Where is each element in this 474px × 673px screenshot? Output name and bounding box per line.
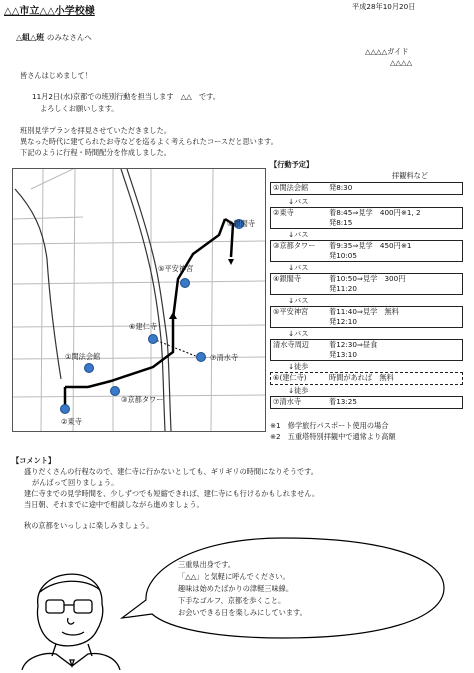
- comment-line: がんばって回りましょう。: [32, 478, 119, 487]
- stop-name: ②東寺: [273, 208, 294, 217]
- map-drawing: [13, 169, 265, 431]
- stop-time: 着11:40⇒見学 無料: [329, 307, 399, 316]
- stop-time: 着10:50⇒見学 300円: [329, 274, 406, 283]
- guide-portrait: [16, 548, 126, 670]
- stop-depart: 発8:15: [329, 218, 353, 227]
- schedule-row: [270, 339, 463, 361]
- transit-step: ↓バス: [288, 329, 309, 338]
- stop-name: 清水寺周辺: [273, 340, 309, 349]
- map-label-kenninji: ⑥建仁寺: [129, 322, 158, 331]
- bubble-line: 下手なゴルフ、京都を歩くこと。: [178, 596, 286, 605]
- schedule-row: [270, 396, 463, 409]
- schedule-row: [270, 306, 463, 328]
- stop-name: ⑦清水寺: [273, 397, 302, 406]
- addressee-line: [16, 33, 92, 43]
- map-label-toji: ②東寺: [61, 417, 82, 426]
- schedule-note: ※2 五重塔特別拝観中で通常より高額: [270, 432, 396, 441]
- schedule-title: 【行動予定】: [270, 160, 314, 169]
- schedule-row: [270, 207, 463, 229]
- document-date: 平成28年10月20日: [352, 2, 416, 11]
- transit-step: ↓バス: [288, 263, 309, 272]
- stop-name: ⑤平安神宮: [273, 307, 309, 316]
- addressee-suffix: のみなさんへ: [46, 33, 92, 42]
- transit-step: ↓バス: [288, 296, 309, 305]
- stop-depart: 発12:10: [329, 317, 357, 326]
- map-label-kiyomizu: ⑦清水寺: [210, 353, 239, 362]
- stop-time: 発8:30: [329, 183, 353, 192]
- stop-name: ④銀閣寺: [273, 274, 302, 283]
- bubble-line: 「△△」と気軽に呼んでください。: [178, 572, 290, 581]
- comment-line: 建仁寺までの見学時間を、少しずつでも短縮できれば、建仁寺にも行けるかもしれません。: [24, 489, 320, 498]
- map-label-ginkakuji: ④銀閣寺: [227, 219, 256, 228]
- transit-step: ↓徒歩: [288, 386, 309, 395]
- transit-step: ↓徒歩: [288, 362, 309, 371]
- comment-line: 秋の京都をいっしょに楽しみましょう。: [24, 521, 154, 530]
- stop-depart: 発10:05: [329, 251, 357, 260]
- bubble-line: 三重県出身です。: [178, 560, 235, 569]
- schedule-note: ※1 修学旅行パスポート使用の場合: [270, 421, 389, 430]
- intro-line: 異なった時代に建てられたお寺などを巡るよく考えられたコースだと思います。: [20, 137, 278, 146]
- stop-time: 着8:45⇒見学 400円※1, 2: [329, 208, 421, 217]
- stop-time: 着12:30⇒昼食: [329, 340, 378, 349]
- intro-line: 11月2日(水)京都での班別行動を担当します △△ です。: [32, 92, 220, 101]
- schedule-row: [270, 372, 463, 385]
- guide-label: △△△△ガイド: [365, 47, 409, 56]
- stop-time: 着9:35⇒見学 450円※1: [329, 241, 412, 250]
- transit-step: ↓バス: [288, 230, 309, 239]
- schedule-row: [270, 273, 463, 295]
- map-label-kaikan: ①関法会館: [65, 352, 101, 361]
- intro-line: よろしくお願いします。: [40, 104, 119, 113]
- bubble-line: 趣味は始めたばかりの津軽三味線。: [178, 584, 294, 593]
- stop-name: ③京都タワー: [273, 241, 316, 250]
- schedule-row: [270, 182, 463, 195]
- route-map: [12, 168, 266, 432]
- guide-name: △△△△: [390, 58, 413, 67]
- stop-depart: 発11:20: [329, 284, 357, 293]
- bubble-line: お会いできる日を楽しみにしています。: [178, 608, 307, 617]
- fee-header: 拝観料など: [392, 171, 428, 180]
- comment-title: 【コメント】: [12, 456, 56, 465]
- stop-depart: 発13:10: [329, 350, 357, 359]
- stop-name: ①関法会館: [273, 183, 309, 192]
- comment-line: 盛りだくさんの行程なので、建仁寺に行かないとしても、ギリギリの時間になりそうです。: [24, 467, 318, 476]
- stop-time: 着13:25: [329, 397, 357, 406]
- map-route: [65, 219, 233, 407]
- transit-step: ↓バス: [288, 197, 309, 206]
- intro-line: 下記のように行程・時間配分を作成しました。: [20, 148, 171, 157]
- comment-line: 当日朝、それまでに途中で相談しながら進めましょう。: [24, 500, 204, 509]
- map-label-tower: ③京都タワー: [121, 395, 164, 404]
- schedule-row: [270, 240, 463, 262]
- school-title: △△市立△△小学校様: [4, 6, 95, 17]
- map-label-heian: ⑤平安神宮: [158, 264, 194, 273]
- map-walk-route: [153, 339, 198, 357]
- group-name: △組△班: [16, 33, 45, 42]
- stop-name: ⑥(建仁寺): [273, 373, 307, 382]
- stop-time: 時間があれば 無料: [329, 373, 394, 382]
- intro-line: 班別見学プランを拝見させていただきました。: [20, 126, 171, 135]
- map-river: [15, 169, 171, 431]
- greeting: 皆さんはじめまして！: [20, 71, 92, 80]
